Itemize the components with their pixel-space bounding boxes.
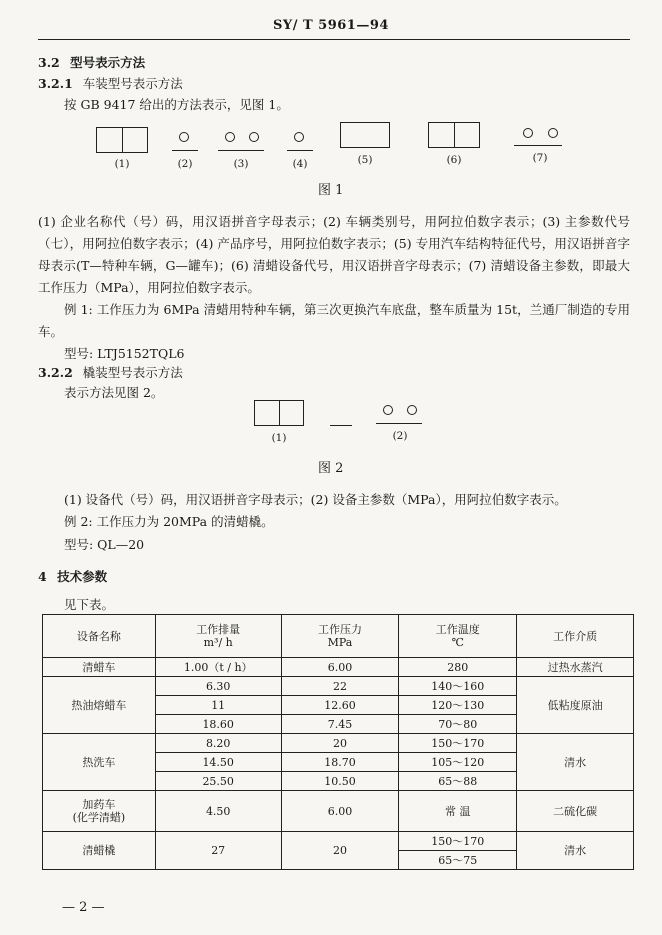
page-number: — 2 — xyxy=(62,900,105,915)
example-1-text: 例 1: 工作压力为 6MPa 清蜡用特种车辆，第三次更换汽车底盘，整车质量为 15t，兰通厂制造的专用车。 xyxy=(38,302,630,339)
cell-temp: 70～80 xyxy=(399,715,517,734)
cell-pressure: 20 xyxy=(281,734,399,753)
cell-flow: 6.30 xyxy=(155,677,281,696)
example-2-model: 型号: QL—20 xyxy=(64,537,145,552)
figure-2-caption: 图 2 xyxy=(318,461,344,476)
cell-name: 清蜡橇 xyxy=(43,832,156,870)
cell-flow: 11 xyxy=(155,696,281,715)
cell-medium: 清水 xyxy=(517,832,634,870)
digit-underline xyxy=(376,423,422,424)
example-1-model: 型号: LTJ5152TQL6 xyxy=(64,346,185,361)
digit-circle xyxy=(383,405,393,415)
cell-pressure: 6.00 xyxy=(281,658,399,677)
header-temp xyxy=(399,615,517,658)
cell-flow: 25.50 xyxy=(155,772,281,791)
header-temp-label: 工作温度 xyxy=(435,623,480,636)
cell-pressure: 18.70 xyxy=(281,753,399,772)
cell-flow: 18.60 xyxy=(155,715,281,734)
section-3-2-2-intro: 表示方法见图 2。 xyxy=(64,385,164,400)
figure-1-label: (1) xyxy=(114,158,130,170)
cell-temp: 65～75 xyxy=(399,851,517,870)
figure-1-caption: 图 1 xyxy=(318,183,344,198)
cell-pressure: 12.60 xyxy=(281,696,399,715)
cell-pressure: 22 xyxy=(281,677,399,696)
cell-name xyxy=(43,791,156,832)
cell-medium: 过热水蒸汽 xyxy=(517,658,634,677)
section-title: 橇装型号表示方法 xyxy=(82,365,183,380)
header-pressure-unit: MPa xyxy=(327,636,353,649)
section-title: 技术参数 xyxy=(57,569,108,584)
figure-2-label: (1) xyxy=(271,432,287,444)
figure-1-label: (3) xyxy=(233,158,249,170)
dash-separator xyxy=(330,425,352,426)
digit-circle xyxy=(407,405,417,415)
header-pressure-label: 工作压力 xyxy=(318,623,362,636)
table-row xyxy=(43,832,634,851)
table-header-row xyxy=(43,615,634,658)
cell-flow: 14.50 xyxy=(155,753,281,772)
cell-name: 热油熔蜡车 xyxy=(43,677,156,734)
tech-params-table xyxy=(42,614,634,870)
figure-1-explanation: (1) 企业名称代（号）码，用汉语拼音字母表示；(2) 车辆类别号，用阿拉伯数字表示；(3) 主参数代号（七），用阿拉伯数字表示；(4) 产品序号，用阿拉伯数字表示；(5) 专用汽车结构特征代号，用汉语拼音字母表示(T—特种车辆，G—罐车)；(6) 清蜡设备代号，用汉语拼音字母表示；(7) 清蜡设备主参数，即最大工作压力（MPa），用阿拉伯数字表示。 xyxy=(38,214,630,295)
section-number: 3.2.1 xyxy=(38,76,73,91)
cell-temp: 65～88 xyxy=(399,772,517,791)
cell-temp: 150～170 xyxy=(399,832,517,851)
section-number: 4 xyxy=(38,569,47,584)
header-flow xyxy=(155,615,281,658)
header-flow-label: 工作排量 xyxy=(196,623,241,636)
double-box xyxy=(254,400,304,426)
table-row xyxy=(43,791,634,832)
cell-pressure: 20 xyxy=(281,832,399,870)
header-code: SY/ T 5961—94 xyxy=(273,18,389,33)
cell-medium: 低粘度原油 xyxy=(517,677,634,734)
cell-temp: 280 xyxy=(399,658,517,677)
table-row xyxy=(43,734,634,753)
cell-pressure: 7.45 xyxy=(281,715,399,734)
cell-name-line: 加药车 xyxy=(82,798,116,811)
section-4-heading xyxy=(38,570,107,584)
section-title: 车装型号表示方法 xyxy=(82,76,183,91)
figure-1-label: (7) xyxy=(532,152,548,164)
header-flow-unit: m³/ h xyxy=(203,636,233,649)
cell-pressure: 10.50 xyxy=(281,772,399,791)
cell-medium: 清水 xyxy=(517,734,634,791)
cell-flow: 8.20 xyxy=(155,734,281,753)
figure-1-label: (6) xyxy=(446,154,462,166)
header-medium: 工作介质 xyxy=(517,615,634,658)
cell-pressure: 6.00 xyxy=(281,791,399,832)
figure-1-label: (5) xyxy=(357,154,373,166)
figure-1-label: (2) xyxy=(177,158,193,170)
section-4-intro: 见下表。 xyxy=(64,597,115,612)
cell-temp: 120～130 xyxy=(399,696,517,715)
cell-name: 热洗车 xyxy=(43,734,156,791)
cell-name-line: (化学清蜡) xyxy=(72,811,126,824)
cell-flow: 4.50 xyxy=(155,791,281,832)
header-pressure xyxy=(281,615,399,658)
table-row xyxy=(43,677,634,696)
cell-temp: 150～170 xyxy=(399,734,517,753)
section-title: 型号表示方法 xyxy=(70,55,146,70)
figure-2-label: (2) xyxy=(392,430,408,442)
cell-temp: 105～120 xyxy=(399,753,517,772)
cell-flow: 27 xyxy=(155,832,281,870)
section-number: 3.2.2 xyxy=(38,365,73,380)
cell-temp: 140～160 xyxy=(399,677,517,696)
figure-2-explanation: (1) 设备代（号）码，用汉语拼音字母表示；(2) 设备主参数（MPa），用阿拉伯数字表示。 xyxy=(64,492,567,507)
header-temp-unit: ℃ xyxy=(451,636,464,649)
cell-name: 清蜡车 xyxy=(43,658,156,677)
cell-medium: 二硫化碳 xyxy=(517,791,634,832)
header-name: 设备名称 xyxy=(43,615,156,658)
table-row xyxy=(43,658,634,677)
example-2-text: 例 2: 工作压力为 20MPa 的清蜡橇。 xyxy=(64,514,274,529)
cell-flow: 1.00（t / h） xyxy=(155,658,281,677)
section-number: 3.2 xyxy=(38,55,60,70)
cell-temp: 常 温 xyxy=(399,791,517,832)
figure-1-label: (4) xyxy=(292,158,308,170)
section-3-2-1-intro: 按 GB 9417 给出的方法表示，见图 1。 xyxy=(64,97,289,112)
